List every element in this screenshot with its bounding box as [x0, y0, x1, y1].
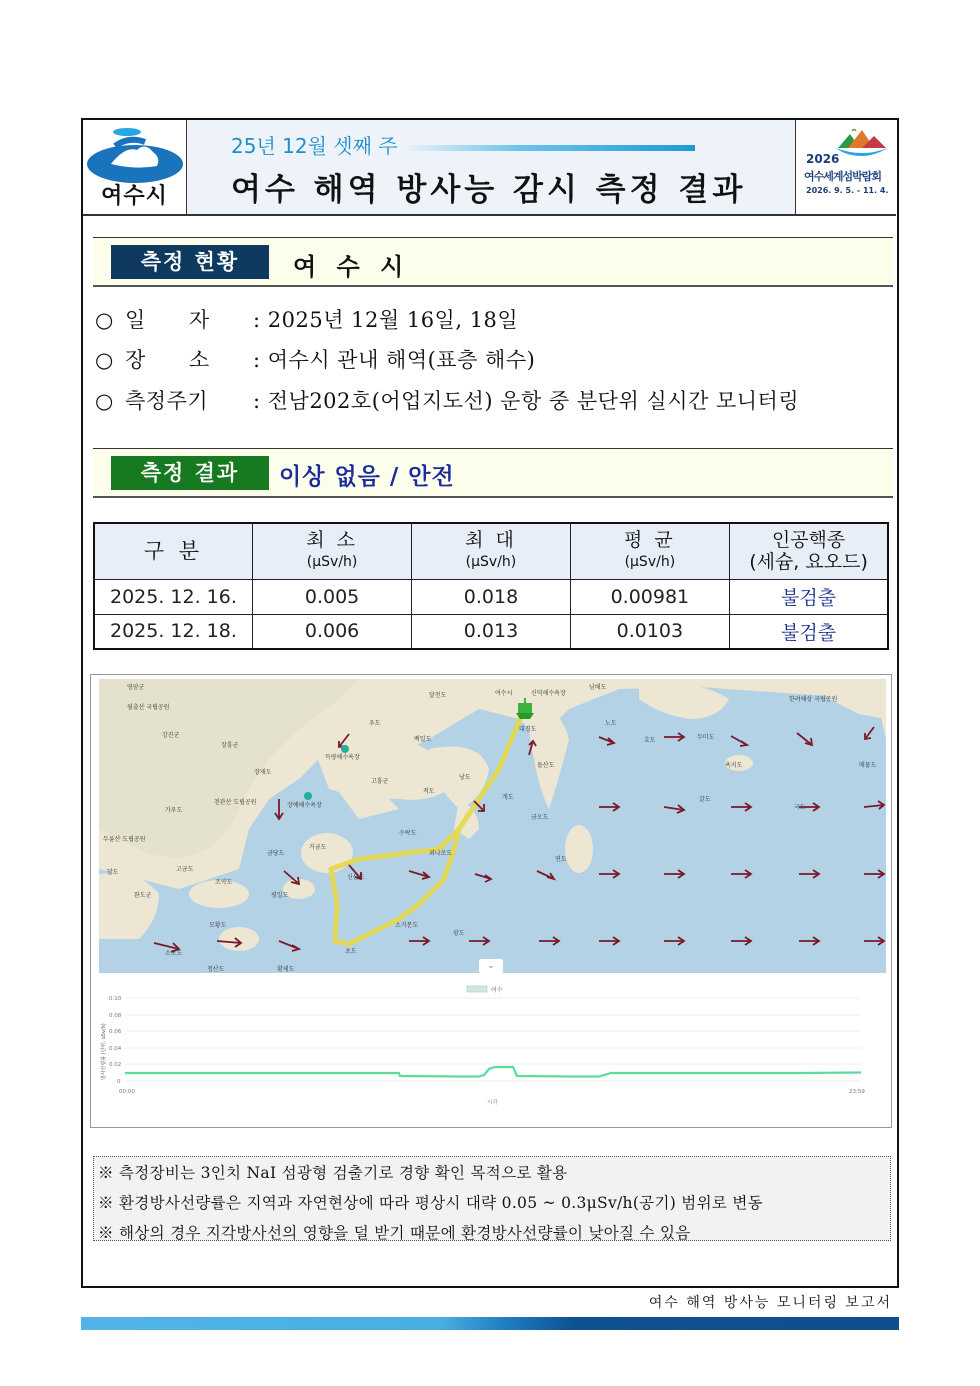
map-label: 대경도: [519, 726, 537, 733]
header-label: 최 대: [465, 529, 517, 552]
map-label: 영암군: [127, 684, 145, 691]
info-label: 일 자: [125, 308, 210, 332]
map-label: 완도군: [134, 892, 152, 899]
cell-max: 0.018: [412, 579, 570, 614]
header-label: 구 분: [143, 539, 204, 564]
note-item: ※ 해상의 경우 지각방사선의 영향을 덜 받기 때문에 환경방사선량률이 낮아질 수 있음: [98, 1224, 691, 1242]
info-value: : 2025년 12월 16일, 18일: [253, 308, 519, 332]
collapse-map-button[interactable]: ⌄: [479, 959, 503, 973]
info-row-cycle: [95, 385, 799, 415]
cell-avg: 0.00981: [570, 579, 729, 614]
footer-gradient-bar: [81, 1317, 899, 1330]
map-label: 갈도: [699, 796, 711, 803]
map-label: 조약도: [215, 879, 233, 886]
header-unit: (μSv/h): [624, 554, 676, 571]
map-and-chart-panel: [90, 674, 892, 1128]
header-nuclide: [730, 523, 888, 579]
map-label: 매물도: [859, 762, 877, 769]
table-header-row: [94, 523, 888, 579]
map-label: 월출산 국립공원: [127, 704, 170, 711]
x-tick-start: 00:00: [119, 1089, 135, 1095]
map-label: 고금도: [176, 866, 194, 873]
map-label: 우도: [369, 720, 381, 727]
map-label: 백일도: [414, 736, 432, 743]
map-label: 청산도: [207, 966, 225, 973]
y-tick: 0: [117, 1079, 121, 1085]
expo-year: 2026: [806, 152, 840, 166]
expo-name: 여수세계섬박람회: [804, 170, 882, 183]
map-label: 노도: [605, 720, 617, 727]
map-label: 개도: [502, 794, 514, 801]
map-label: 남해도: [589, 684, 607, 691]
expo-mountain-icon: [834, 126, 890, 156]
map-label: 소모도: [165, 950, 183, 957]
map-label: 강진군: [162, 732, 180, 739]
circle-bullet-icon: ○: [95, 348, 114, 372]
header-avg: [570, 523, 729, 579]
map-label: 돌산도: [537, 762, 555, 769]
result-section-bar: [93, 448, 893, 498]
result-section-tag: 측정 결과: [111, 456, 269, 490]
table-row: [94, 579, 888, 614]
header-min: [252, 523, 411, 579]
map-label: 한려해상 국립공원: [789, 696, 838, 703]
cell-avg: 0.0103: [570, 614, 729, 649]
header-unit: (μSv/h): [306, 554, 358, 571]
map-label: 광도: [453, 930, 465, 937]
map-label: 국도: [794, 804, 806, 811]
notes-box: [93, 1156, 891, 1241]
map-label: 여수시: [495, 690, 513, 697]
map-label: 호도: [644, 737, 656, 744]
cell-date: 2025. 12. 16.: [94, 579, 252, 614]
map-label: 모황도: [209, 922, 227, 929]
map-label: 두미도: [697, 734, 715, 741]
map-label: 연도: [555, 856, 567, 863]
map-label: 장예해수욕장: [287, 802, 322, 809]
route-map[interactable]: [99, 679, 886, 973]
map-label: 적도: [423, 788, 435, 795]
legend-swatch: [467, 986, 487, 992]
y-tick: 0.06: [109, 1029, 122, 1035]
cell-max: 0.013: [412, 614, 570, 649]
result-section-value: 이상 없음 / 안전: [279, 464, 455, 490]
expo-dates: 2026. 9. 5. - 11. 4.: [806, 186, 889, 195]
header-label: 평 균: [623, 529, 676, 552]
beach-marker-icon: [341, 745, 349, 753]
map-label: 수락도: [399, 830, 417, 837]
header-max: [412, 523, 570, 579]
map-label: 달천도: [429, 692, 447, 699]
report-frame: [81, 118, 899, 1288]
map-label: 금당도: [267, 850, 285, 857]
header-unit: (세슘, 요오드): [749, 551, 868, 574]
x-axis-label: 시각: [487, 1100, 498, 1106]
circle-bullet-icon: ○: [95, 389, 114, 413]
info-value: : 여수시 관내 해역(표층 해수): [253, 348, 536, 372]
map-label: 낭도: [459, 774, 471, 781]
info-value: : 전남202호(어업지도선) 운항 중 분단위 실시간 모니터링: [253, 389, 800, 413]
map-label: 외나로도: [429, 850, 453, 857]
cell-date: 2025. 12. 18.: [94, 614, 252, 649]
legend-label: 여수: [491, 987, 503, 994]
report-header: [83, 120, 896, 216]
y-tick: 0.02: [109, 1062, 122, 1068]
map-label: 가우도: [165, 807, 183, 814]
note-item: ※ 환경방사선량률은 지역과 자연현상에 따라 평상시 대략 0.05 ~ 0.3μSv/h(공기) 범위로 변동: [98, 1194, 763, 1212]
expo-logo: [796, 120, 896, 214]
map-label: 천관산 도립공원: [214, 799, 257, 806]
dose-rate-chart: [99, 980, 886, 1120]
info-label: 측정주기: [125, 389, 209, 413]
status-section-tag: 측정 현황: [111, 245, 269, 279]
map-label: 황제도: [277, 966, 295, 973]
table-row: [94, 614, 888, 649]
x-tick-end: 23:59: [849, 1089, 865, 1095]
circle-bullet-icon: ○: [95, 308, 114, 332]
info-label: 장 소: [125, 348, 210, 372]
measurement-table: [93, 522, 889, 650]
week-subtitle: 25년 12월 셋째 주: [231, 134, 398, 158]
cell-nuclide: 불검출: [730, 614, 888, 649]
sea-map-graphic: [99, 679, 886, 973]
header-category: [94, 523, 252, 579]
line-chart-graphic: [99, 980, 886, 1120]
footer-text: 여수 해역 방사능 모니터링 보고서: [648, 1295, 892, 1311]
cell-nuclide: 불검출: [730, 579, 888, 614]
title-banner: [187, 120, 796, 214]
cell-min: 0.006: [252, 614, 411, 649]
map-label: 두륜산 도립공원: [103, 836, 146, 843]
cell-min: 0.005: [252, 579, 411, 614]
map-label: 장재도: [254, 769, 272, 776]
map-label: 달도: [107, 869, 119, 876]
map-label: 장흥군: [221, 742, 239, 749]
map-label: 소거문도: [395, 922, 419, 929]
page-title: 여수 해역 방사능 감시 측정 결과: [231, 172, 747, 208]
header-label: 최 소: [306, 529, 358, 552]
note-item: ※ 측정장비는 3인치 NaI 섬광형 검출기로 경향 확인 목적으로 활용: [98, 1164, 568, 1182]
beach-marker-icon: [304, 792, 312, 800]
status-section-value: 여 수 시: [293, 253, 410, 281]
map-label: 득량해수욕장: [325, 754, 360, 761]
info-row-date: [95, 304, 518, 334]
header-unit: (μSv/h): [465, 554, 517, 571]
status-section-bar: [93, 237, 893, 287]
logo-text: 여수시: [101, 184, 168, 209]
y-tick: 0.08: [109, 1013, 122, 1019]
info-row-location: [95, 344, 535, 374]
series-line-yeosu: [125, 1067, 861, 1077]
map-label: 신산도: [347, 874, 365, 881]
map-label: 초도: [345, 948, 357, 955]
y-axis-label: 방사선량률 (단위: uSv/h): [101, 1023, 107, 1080]
map-label: 신덕해수욕장: [531, 690, 566, 697]
map-label: 금오도: [531, 814, 549, 821]
map-label: 거금도: [309, 844, 327, 851]
header-label: 인공핵종: [771, 529, 846, 552]
map-label: 고흥군: [371, 778, 389, 785]
yeosu-city-logo: [83, 120, 187, 214]
subtitle-gradient-bar: [403, 145, 695, 151]
map-label: 욕지도: [725, 762, 743, 769]
y-tick: 0.04: [109, 1046, 122, 1052]
yeosu-emblem-icon: [85, 124, 185, 186]
map-label: 평일도: [271, 892, 289, 899]
y-tick: 0.10: [109, 996, 122, 1002]
